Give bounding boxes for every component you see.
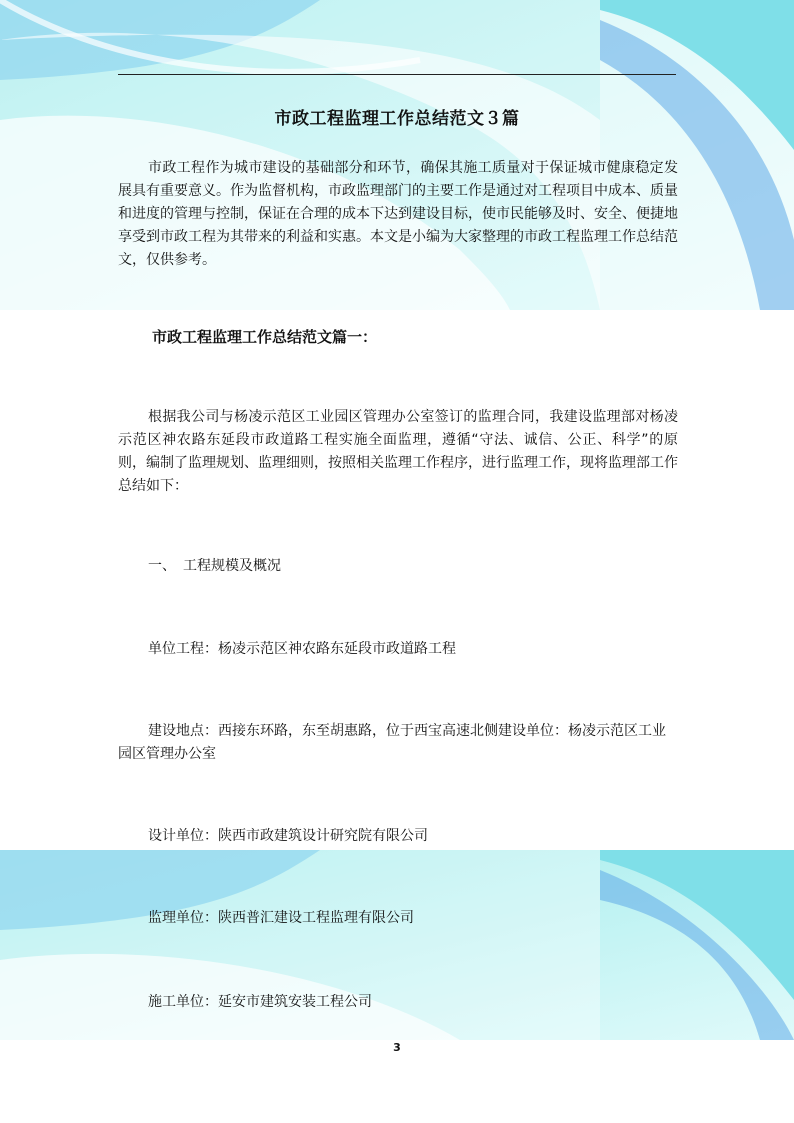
document-title: 市政工程监理工作总结范文３篇 [274, 109, 520, 129]
supervision-unit-line: 监理单位：陕西普汇建设工程监理有限公司 [148, 910, 414, 926]
header-rule [118, 74, 676, 75]
design-unit-line: 设计单位：陕西市政建筑设计研究院有限公司 [148, 828, 428, 844]
construction-unit-line: 施工单位：延安市建筑安装工程公司 [148, 994, 372, 1010]
section-heading: 市政工程监理工作总结范文篇一： [152, 328, 378, 346]
section-paragraph: 根据我公司与杨凌示范区工业园区管理办公室签订的监理合同，我建设监理部对杨凌示范区神农路东延段市政道路工程实施全面监理，遵循“守法、诚信、公正、科学”的原则，编制了监理规划、监理细则，按照相关监理工作程序，进行监理工作，现将监理部工作总结如下： [118, 409, 678, 494]
intro-paragraph: 市政工程作为城市建设的基础部分和环节，确保其施工质量对于保证城市健康稳定发展具有重要意义。作为监督机构，市政监理部门的主要工作是通过对工程项目中成本、质量和进度的管理与控制，保证在合理的成本下达到建设目标，使市民能够及时、安全、便捷地享受到市政工程为其带来的利益和实惠。本文是小编为大家整理的市政工程监理工作总结范文，仅供参考。 [118, 160, 678, 268]
location-line: 建设地点：西接东环路，东至胡惠路，位于西宝高速北侧建设单位：杨凌示范区工业园区管理办公室 [118, 723, 666, 762]
item-heading: 一、 工程规模及概况 [148, 558, 281, 574]
unit-project-line: 单位工程：杨凌示范区神农路东延段市政道路工程 [148, 641, 456, 657]
page-number: 3 [393, 1041, 401, 1054]
